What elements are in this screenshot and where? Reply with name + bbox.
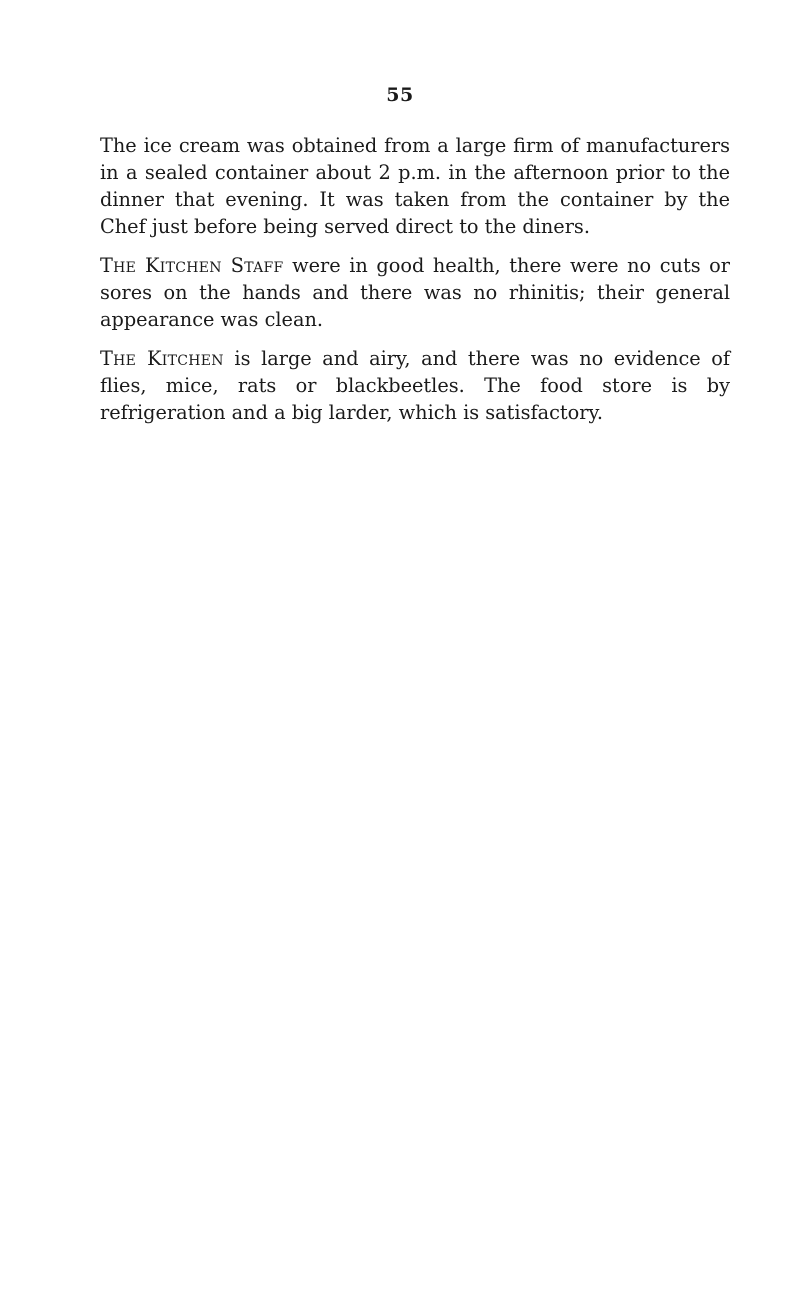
- body-text: [100, 132, 730, 438]
- paragraph-lead: The Kitchen Staff: [100, 254, 284, 277]
- paragraph-text: is large and airy, and there was no evidence of flies, mice, rats or blackbeetles. The food store is by refrigeration and a big larder, which is satisfactory.: [100, 347, 730, 424]
- paragraph-ice-cream: [100, 132, 730, 240]
- paragraph-lead: The Kitchen: [100, 347, 224, 370]
- paragraph-text: The ice cream was obtained from a large firm of manufacturers in a sealed container about 2 p.m. in the afternoon prior to the dinner that evening. It was taken from the container by the Chef just before being served direct to the diners.: [100, 134, 730, 238]
- paragraph-text: were in good health, there were no cuts or sores on the hands and there was no rhinitis; their general appearance was clean.: [100, 254, 730, 331]
- paragraph-kitchen-staff: [100, 252, 730, 333]
- paragraph-kitchen: [100, 345, 730, 426]
- page-number: 55: [386, 84, 414, 106]
